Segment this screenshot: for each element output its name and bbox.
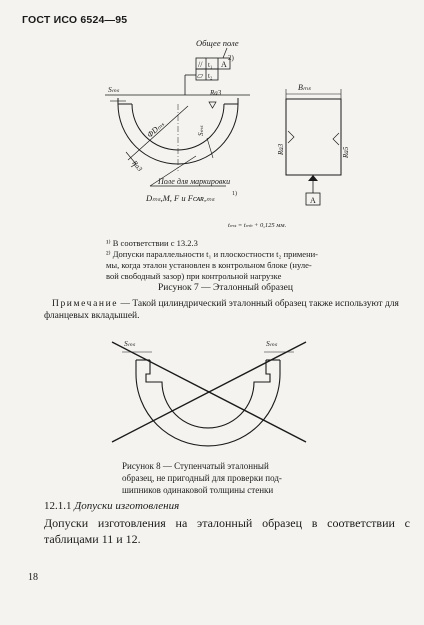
section-number: 12.1.1: [44, 500, 72, 512]
fig8-label-sms-right: Sₘₛ: [266, 339, 278, 348]
figure-8-caption: [122, 460, 297, 496]
label-formula: Dₘₛ,M, F и Fᴄᴀʀ,ₘₛ: [146, 193, 215, 203]
label-common-field: Общее поле: [196, 38, 239, 48]
label-ra-side-left: Ra3: [277, 143, 285, 155]
gdt-t2: t₂: [208, 72, 213, 80]
figure-8-drawing: [0, 330, 424, 458]
section-text: Допуски изготовления на эталонный образец в соответствии с таблицами 11 и 12.: [44, 516, 410, 546]
footnote-2-line-3: вой свободный зазор) при контрольной нагрузке: [106, 271, 282, 281]
label-footnote-2: 2): [228, 54, 234, 62]
label-bms: Bₘₛ: [298, 83, 311, 92]
section-heading: [44, 500, 179, 512]
label-marking-field: Поле для маркировки: [158, 177, 231, 186]
fig8-caption-line-2: образец, не пригодный для проверки под-: [122, 473, 282, 483]
fig8-caption-line-1: Рисунок 8 — Ступенчатый эталонный: [122, 461, 269, 471]
gdt-flatness-symbol: ▱: [197, 71, 204, 80]
footnote-2-line-2: мы, когда эталон установлен в контрольном блоке (нуле-: [106, 260, 312, 270]
fig8-label-sms-left: Sₘₛ: [124, 339, 136, 348]
figure-7-drawing: [0, 28, 424, 238]
gdt-datum-a: A: [221, 60, 227, 69]
section-title: Допуски изготовления: [74, 500, 180, 512]
gdt-parallel-symbol: //: [198, 60, 203, 69]
label-ra-left: Ra3: [130, 159, 144, 173]
label-sms-mid: Sₘₛ: [197, 125, 205, 136]
label-diameter: ΦDₘₛ: [145, 119, 167, 140]
label-ra-side-right: Ra5: [342, 146, 350, 158]
label-t-equation: tₘₛ = tₘₕ + 0,125 мм.: [228, 222, 287, 229]
footnote-1: ¹⁾ В соответствии с 13.2.3: [106, 238, 198, 248]
note-word: Примечание: [52, 299, 119, 309]
fig8-caption-line-3: шипников одинаковой толщины стенки: [122, 485, 274, 495]
side-view: [286, 89, 341, 175]
document-header: ГОСТ ИСО 6524—95: [22, 14, 128, 26]
stepped-ring: [136, 360, 280, 446]
note-text: — Такой цилиндрический эталонный образец также используют для фланцевых вкладышей.: [44, 299, 399, 321]
page-number: 18: [28, 572, 38, 583]
footnotes: [106, 238, 406, 282]
label-ra-top: Ra3: [210, 89, 222, 97]
gdt-t1: t₁: [208, 61, 213, 69]
label-formula-sup: 1): [232, 191, 237, 197]
label-sms-left: Sₘₛ: [108, 85, 120, 94]
figure-7-caption: Рисунок 7 — Эталонный образец: [158, 283, 293, 293]
footnote-2-line-1: ²⁾ Допуски параллельности t₁ и плоскостности t₂ примени-: [106, 249, 318, 259]
label-datum-a: A: [310, 196, 316, 205]
note-paragraph: [44, 298, 404, 322]
